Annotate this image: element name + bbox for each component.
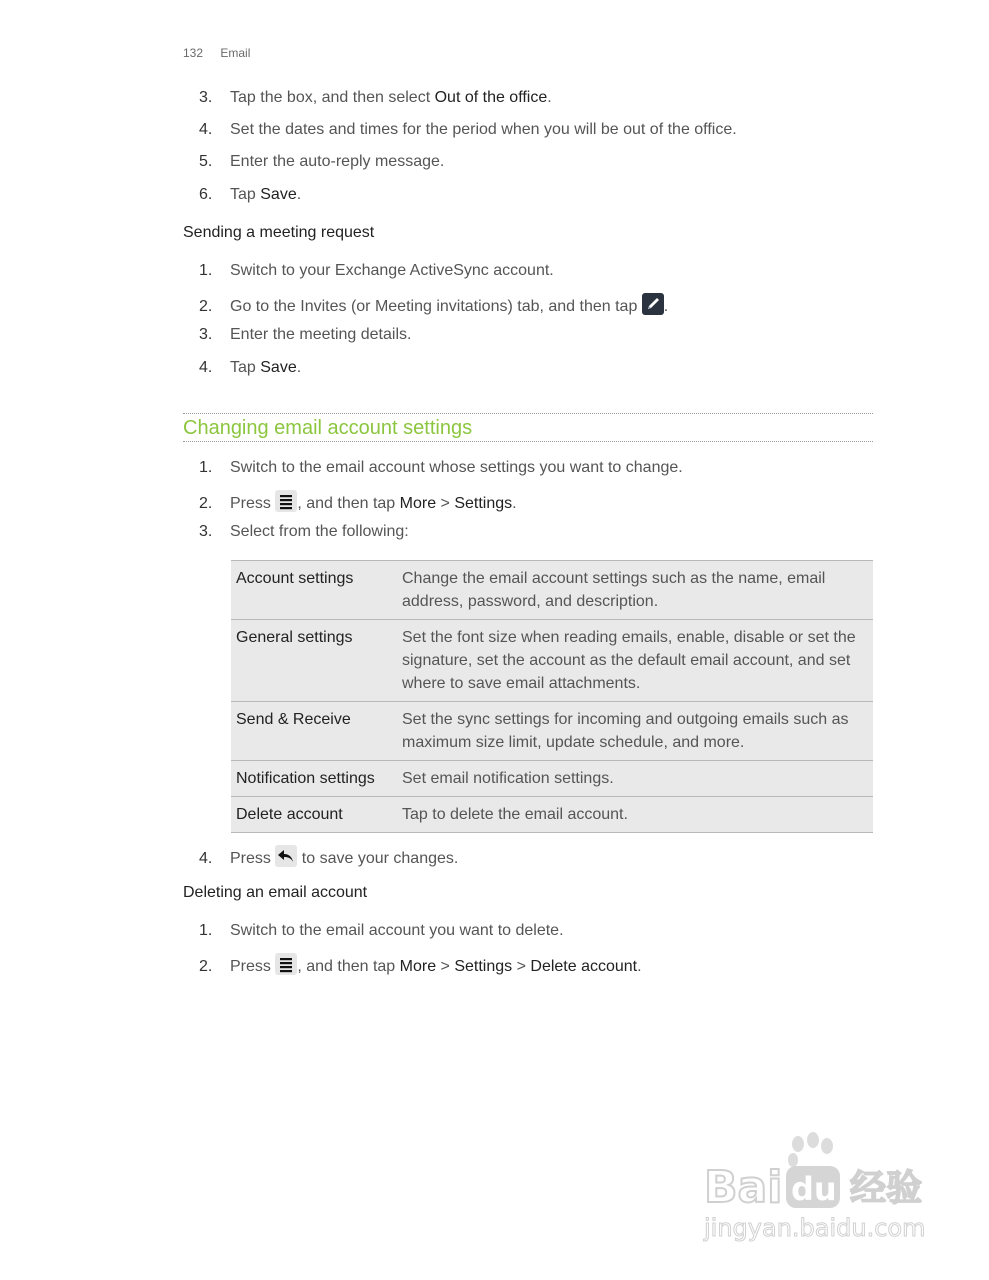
list-item: 3. Select from the following: xyxy=(199,523,409,540)
page-number: 132 xyxy=(183,46,204,60)
list-item: 6. Tap Save. xyxy=(199,186,302,203)
subheading-deleting: Deleting an email account xyxy=(183,884,368,901)
table-cell-value: Set email notification settings. xyxy=(397,761,873,797)
list-item: 1. Switch to your Exchange ActiveSync account. xyxy=(199,262,554,279)
baidu-watermark xyxy=(700,1130,940,1245)
divider xyxy=(183,441,873,442)
table-row xyxy=(231,761,873,797)
pen-icon xyxy=(642,293,664,315)
list-item: 2. Go to the Invites (or Meeting invitations) tab, and then tap . xyxy=(199,293,668,317)
table-cell-value: Tap to delete the email account. xyxy=(397,797,873,833)
menu-icon xyxy=(275,490,297,512)
table-row xyxy=(231,797,873,833)
table-cell-key: Account settings xyxy=(231,561,397,620)
list-item: 3. Enter the meeting details. xyxy=(199,326,412,343)
menu-icon xyxy=(275,953,297,975)
list-item: 4. Set the dates and times for the period when you will be out of the office. xyxy=(199,121,737,138)
list-item: 2. Press , and then tap More > Settings. xyxy=(199,490,517,514)
list-item: 1. Switch to the email account whose settings you want to change. xyxy=(199,459,683,476)
table-cell-key: Notification settings xyxy=(231,761,397,797)
table-row xyxy=(231,620,873,702)
table-cell-key: General settings xyxy=(231,620,397,702)
list-item: 3. Tap the box, and then select Out of the office. xyxy=(199,89,552,106)
table-cell-key: Send & Receive xyxy=(231,702,397,761)
divider xyxy=(183,413,873,414)
list-item: 4. Tap Save. xyxy=(199,359,302,376)
settings-table xyxy=(231,560,873,833)
table-row xyxy=(231,702,873,761)
table-cell-value: Change the email account settings such as the name, email address, password, and description. xyxy=(397,561,873,620)
svg-text:du: du xyxy=(791,1170,837,1208)
section-title: Changing email account settings xyxy=(183,417,473,439)
svg-text:Bai: Bai xyxy=(704,1162,783,1213)
header-section: Email xyxy=(220,46,251,60)
list-item: 1. Switch to the email account you want to delete. xyxy=(199,922,564,939)
list-item: 4. Press to save your changes. xyxy=(199,845,458,869)
list-item: 2. Press , and then tap More > Settings > Delete account. xyxy=(199,953,642,977)
table-row xyxy=(231,561,873,620)
list-item: 5. Enter the auto-reply message. xyxy=(199,153,445,170)
svg-text:经验: 经验 xyxy=(850,1168,923,1209)
page-header xyxy=(183,46,250,60)
table-cell-key: Delete account xyxy=(231,797,397,833)
svg-text:jingyan.baidu.com: jingyan.baidu.com xyxy=(704,1214,926,1242)
subheading-meeting: Sending a meeting request xyxy=(183,224,375,241)
table-cell-value: Set the sync settings for incoming and outgoing emails such as maximum size limit, update schedule, and more. xyxy=(397,702,873,761)
table-cell-value: Set the font size when reading emails, enable, disable or set the signature, set the account as the default email account, and set where to save email attachments. xyxy=(397,620,873,702)
back-icon xyxy=(275,845,297,867)
